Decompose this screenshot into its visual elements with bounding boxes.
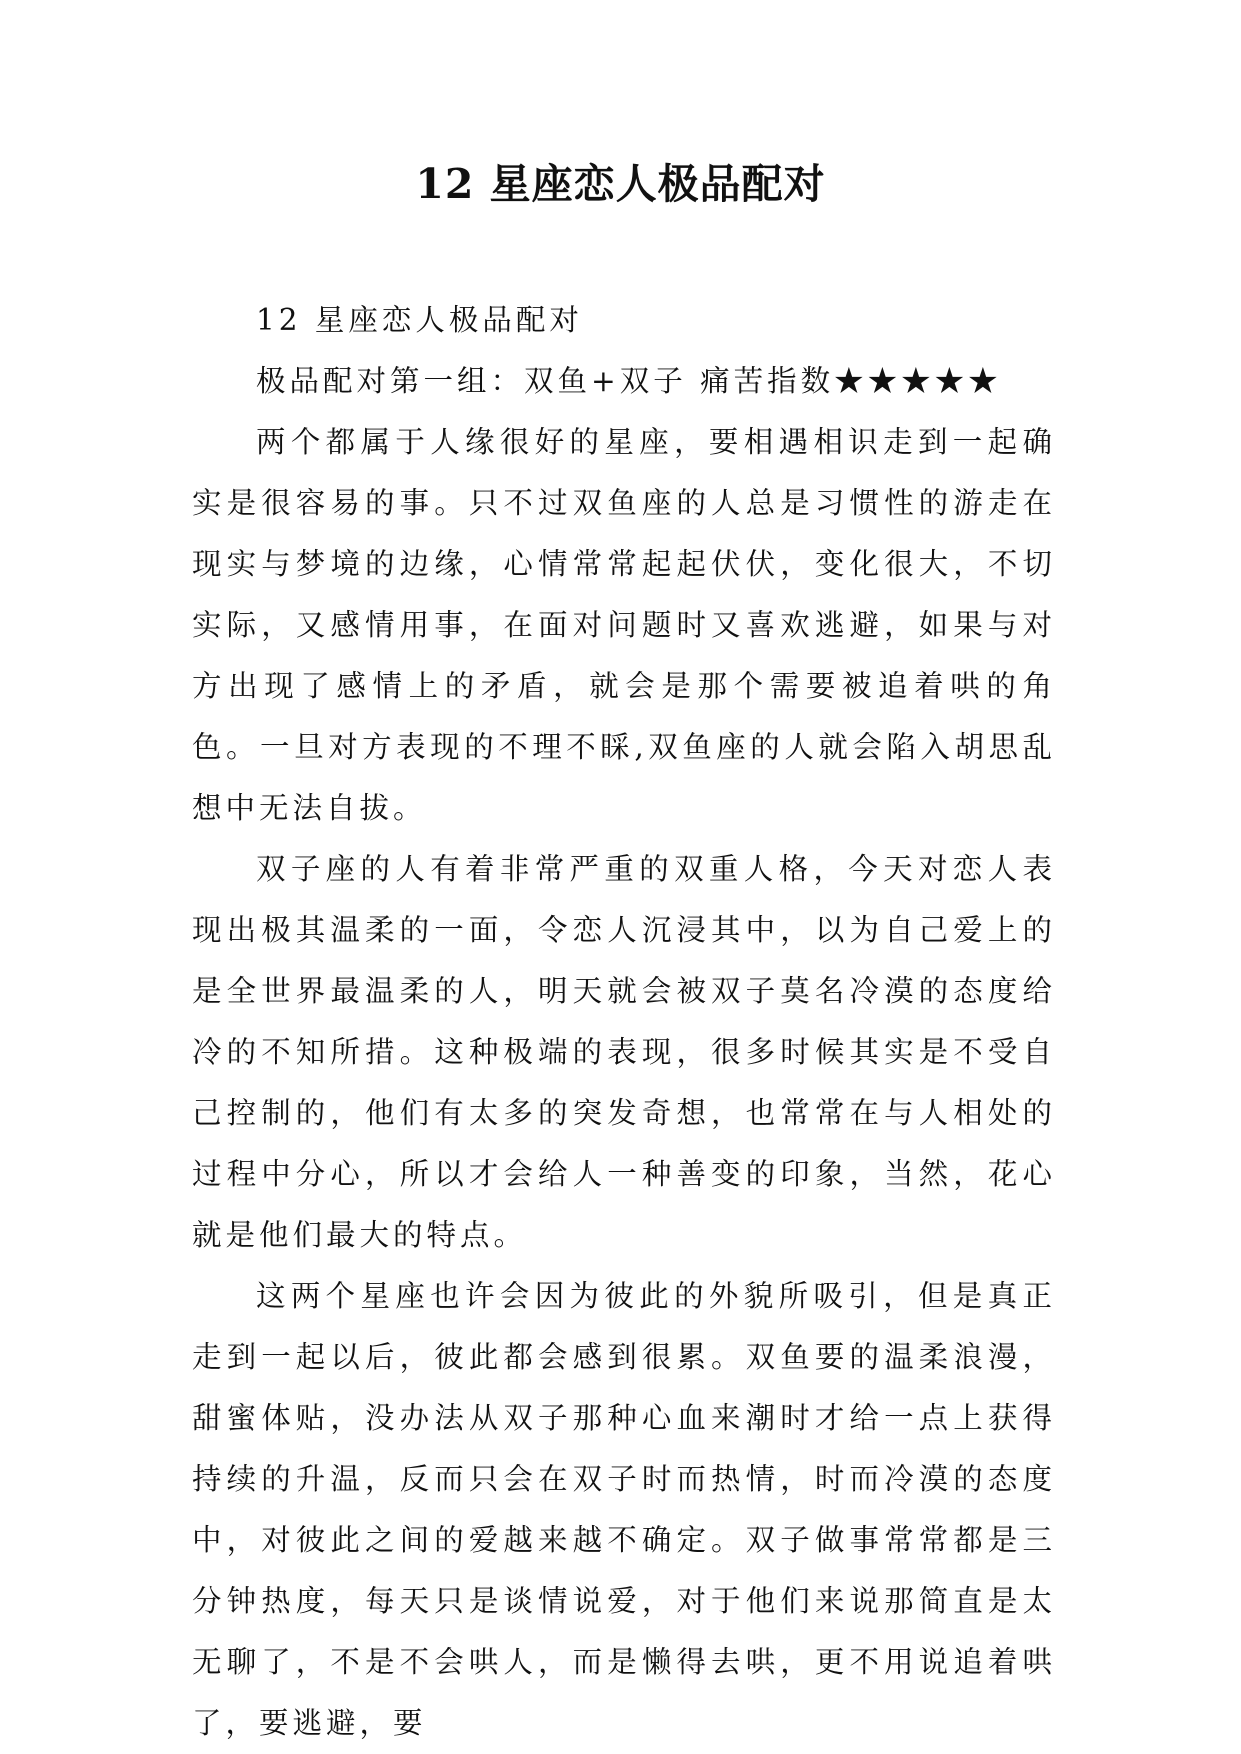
paragraph-intro: 两个都属于人缘很好的星座，要相遇相识走到一起确实是很容易的事。只不过双鱼座的人总是习惯性的游走在现实与梦境的边缘，心情常常起起伏伏，变化很大，不切实际，又感情用事，在面对问题时又喜欢逃避，如果与对方出现了感情上的矛盾，就会是那个需要被追着哄的角色。一旦对方表现的不理不睬,双鱼座的人就会陷入胡思乱想中无法自拔。 xyxy=(192,425,1056,825)
paragraph-relationship: 这两个星座也许会因为彼此的外貌所吸引，但是真正走到一起以后，彼此都会感到很累。双鱼要的温柔浪漫，甜蜜体贴，没办法从双子那种心血来潮时才给一点上获得持续的升温，反而只会在双子时而热情，时而冷漠的态度中，对彼此之间的爱越来越不确定。双子做事常常都是三分钟热度，每天只是谈情说爱，对于他们来说那简直是太无聊了，不是不会哄人，而是懒得去哄，更不用说追着哄了，要逃避，要 xyxy=(192,1279,1056,1740)
paragraph-subtitle: 12 星座恋人极品配对 xyxy=(256,303,583,337)
document-title: 12 星座恋人极品配对 xyxy=(415,160,826,208)
paragraph-gemini: 双子座的人有着非常严重的双重人格，今天对恋人表现出极其温柔的一面，令恋人沉浸其中，以为自己爱上的是全世界最温柔的人，明天就会被双子莫名冷漠的态度给冷的不知所措。这种极端的表现，很多时候其实是不受自己控制的，他们有太多的突发奇想，也常常在与人相处的过程中分心，所以才会给人一种善变的印象，当然，花心就是他们最大的特点。 xyxy=(192,852,1056,1252)
document-body xyxy=(192,290,1056,1754)
paragraph-pairing-heading: 极品配对第一组：双鱼+双子 痛苦指数★★★★★ xyxy=(256,364,1002,398)
